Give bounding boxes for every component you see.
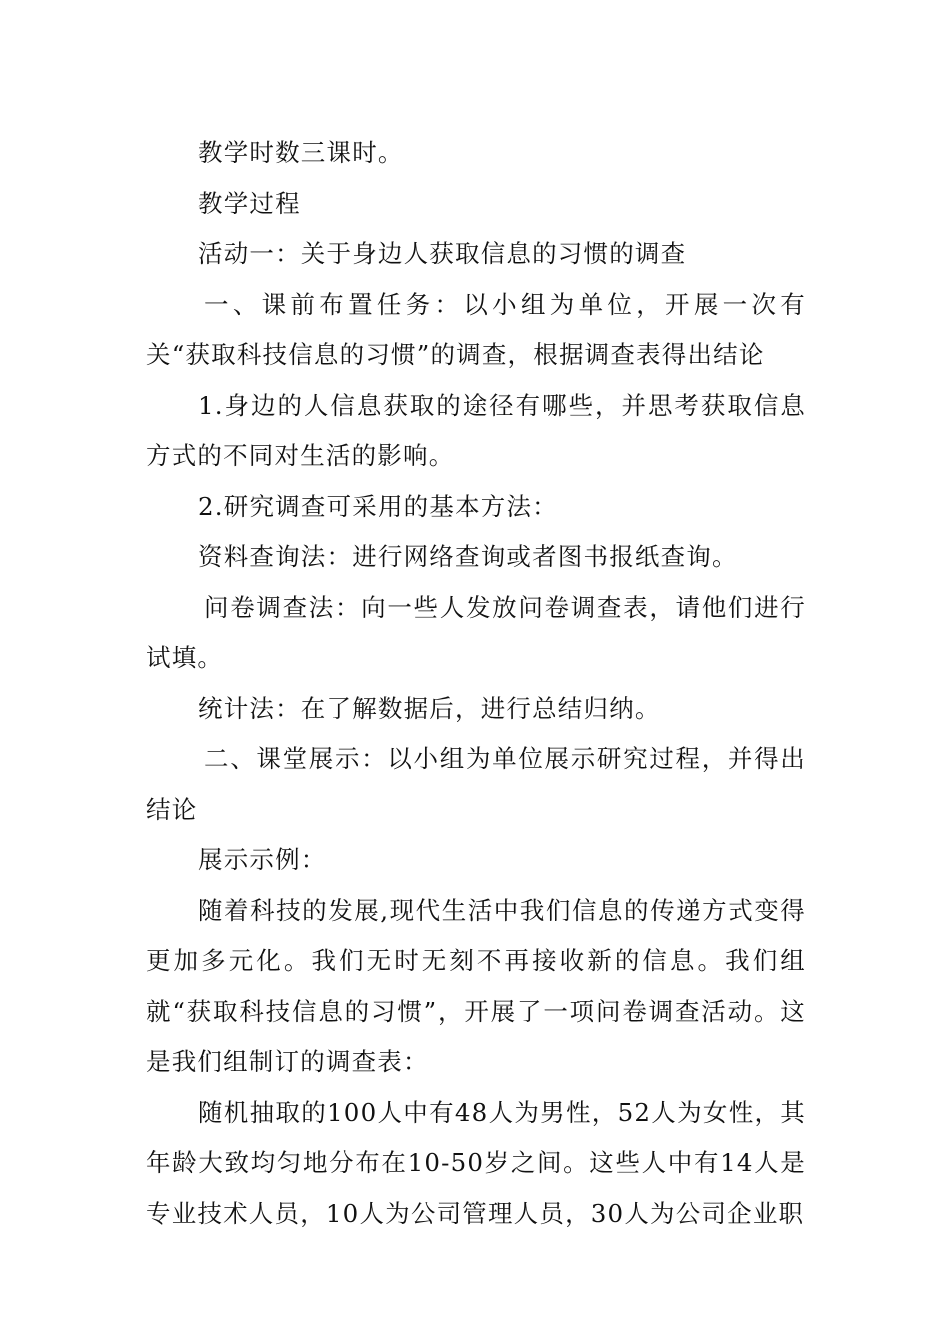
document-body [146,128,806,1239]
paragraph-teaching-process: 教学过程 [198,188,301,218]
paragraph-survey-sample: 随机抽取的100人中有48人为男性，52人为女性，其年龄大致均匀地分布在10-50岁之间。这些人中有14人是专业技术人员，10人为公司管理人员，30人为公司企业职 [146,1097,806,1228]
paragraph-method-questionnaire: 问卷调查法：向一些人发放问卷调查表，请他们进行试填。 [146,592,806,672]
paragraph-class-presentation: 二、课堂展示：以小组为单位展示研究过程，并得出结论 [146,744,806,824]
paragraph-item-2: 2.研究调查可采用的基本方法： [198,491,558,521]
paragraph-item-1: 1.身边的人信息获取的途径有哪些，并思考获取信息方式的不同对生活的影响。 [146,390,806,470]
paragraph-example-intro: 随着科技的发展,现代生活中我们信息的传递方式变得更加多元化。我们无时无刻不再接收新的信息。我们组就“获取科技信息的习惯”，开展了一项问卷调查活动。这是我们组制订的调查表： [146,895,806,1076]
paragraph-method-data-query: 资料查询法：进行网络查询或者图书报纸查询。 [198,542,738,571]
paragraph-method-statistics: 统计法：在了解数据后，进行总结归纳。 [198,693,661,723]
paragraph-example-heading: 展示示例： [198,845,327,874]
paragraph-activity-one: 活动一：关于身边人获取信息的习惯的调查 [198,239,687,268]
paragraph-pre-class-task: 一、课前布置任务：以小组为单位，开展一次有关“获取科技信息的习惯”的调查，根据调查表得出结论 [146,289,806,369]
paragraph-teaching-hours: 教学时数三课时。 [198,138,404,167]
